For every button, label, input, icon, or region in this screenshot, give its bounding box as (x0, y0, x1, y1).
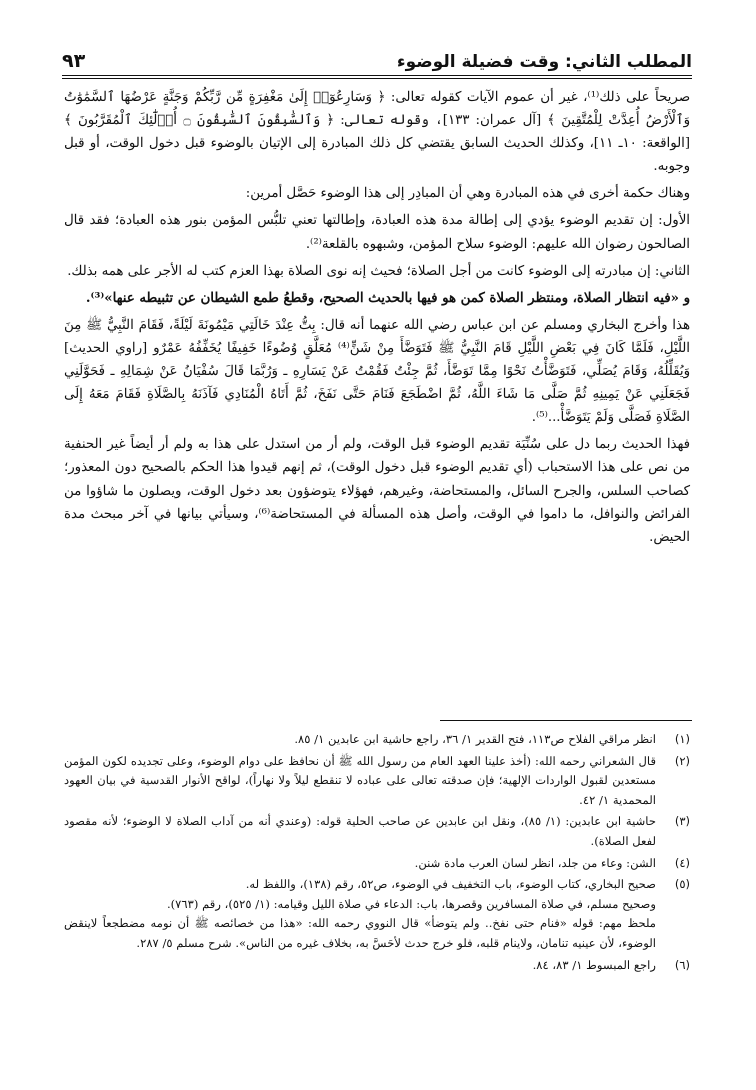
footnote-text: الشن: وعاء من جلد، انظر لسان العرب مادة شنن. (414, 855, 656, 870)
footnote-number: (٣) (674, 814, 690, 829)
footnote (64, 875, 690, 953)
footnote (64, 854, 690, 874)
footnote-number: (٤) (674, 855, 690, 870)
paragraph: صريحاً على ذلك⁽¹⁾، غير أن عموم الآيات كقوله تعالى: ﴿ وَسَارِعُوٓا۟ إِلَىٰ مَغْفِرَةٍ مِّن رَّبِّكُمْ وَجَنَّةٍ عَرْضُهَا ٱلسَّمَٰوَٰتُ وَٱلْأَرْضُ أُعِدَّتْ لِلْمُتَّقِينَ ﴾ [آل عمران: ١٣٣]، وقوله تعالى: ﴿ وَٱلسَّٰبِقُونَ ٱلسَّٰبِقُونَ ۝ أُو۟لَٰٓئِكَ ٱلْمُقَرَّبُونَ ﴾ [الواقعة: ١٠ـ ١١]، وكذلك الحديث السابق يقتضي كل ذلك المبادرة إلى الإتيان بالوضوء قبل دخول الوقت، أو قبل وجوبه. (64, 90, 691, 175)
footnote-divider (440, 720, 692, 721)
footnote-text: وصحيح مسلم، في صلاة المسافرين وقصرها، باب: الدعاء في صلاة الليل وقيامه: (١/ ٥٢٥)، رقم (٧٦٣). (166, 896, 656, 911)
paragraph: الأول: إن تقديم الوضوء يؤدي إلى إطالة مدة هذه العبادة، وإطالتها تعني تلبُّس المؤمن بنور هذه العبادة؛ فقد قال الصالحون رضوان الله عليهم: الوضوء سلاح المؤمن، وشبهوه بالقلعة⁽²⁾. (64, 213, 690, 252)
footnote-text: قال الشعراني رحمه الله: (أخذ علينا العهد العام من رسول الله ﷺ أن نحافظ على دوام الوضوء، وعلى تجديده لكون المؤمن مستعدين لقبول الواردات الإلهية؛ فإن صدقته تعالى على عباده لا تنقطع ليلاً ولا نهاراً)، لواقح الأنوار القدسية في بيان العهود المحمدية ١/ ٤٢. (64, 753, 656, 807)
footnote-text: راجع المبسوط ١/ ٨٣، ٨٤. (532, 957, 656, 972)
footnote-text: حاشية ابن عابدين: (١/ ٨٥)، ونقل ابن عابدين عن صاحب الحلية قوله: (وعندي أنه من آداب الصلاة لا الوضوء؛ لأنه مقصود لفعل الصلاة). (64, 814, 657, 848)
paragraph: الثاني: إن مبادرته إلى الوضوء كانت من أجل الصلاة؛ فحيث إنه نوى الصلاة بهذا العزم كتب له الأجر على همه بذلك. (67, 263, 690, 279)
section-title: المطلب الثاني: وقت فضيلة الوضوء (396, 52, 692, 72)
header-rule-thin (62, 78, 692, 79)
footnotes (64, 730, 690, 977)
quoted-paragraph: و «فيه انتظار الصلاة، ومنتظر الصلاة كمن هو فيها بالحديث الصحيح، وقطعُ طمع الشيطان عن تثبيطه عنها»⁽³⁾. (85, 290, 690, 306)
footnote (64, 956, 690, 976)
page-number: ٩٣ (62, 50, 86, 72)
footnote-text: ملحظ مهم: قوله «فنام حتى نفخ.. ولم يتوضأ» قال النووي رحمه الله: «هذا من خصائصه ﷺ أن نومه مضطجعاً لاينقض الوضوء، لأن عينيه تنامان، ولاينام قلبه، فلو خرج حدث لأحَسَّ به، بخلاف غيره من الناس». شرح مسلم ٥/ ٢٨٧. (64, 916, 656, 950)
footnote-number: (١) (674, 732, 690, 746)
hadith-paragraph: هذا وأخرج البخاري ومسلم عن ابن عباس رضي الله عنهما أنه قال: بِتُّ عِنْدَ خَالَتِي مَيْمُونَةَ لَيْلَةً، فَقَامَ النَّبِيُّ ﷺ مِنَ اللَّيْلِ، فَلَمَّا كَانَ فِي بَعْضِ اللَّيْلِ قَامَ النَّبِيُّ ﷺ فَتَوَضَّأَ مِنْ شَنٍّ⁽⁴⁾ مُعَلَّقٍ وُضُوءًا خَفِيفًا يُخَفِّفُهُ عَمْرٌو [راوي الحديث] وَيُقَلِّلُهُ، وَقَامَ يُصَلِّي، فَتَوَضَّأْتُ نَحْوًا مِمَّا تَوَضَّأَ، ثُمَّ جِئْتُ فَقُمْتُ عَنْ يَسَارِهِ ـ وَرُبَّمَا قَالَ سُفْيَانُ عَنْ شِمَالِهِ ـ فَحَوَّلَنِي فَجَعَلَنِي عَنْ يَمِينِهِ ثُمَّ صَلَّى مَا شَاءَ اللَّهُ، ثُمَّ اضْطَجَعَ فَنَامَ حَتَّى نَفَخَ، ثُمَّ أَتَاهُ الْمُنَادِي فَآذَنَهُ بِالصَّلَاةِ فَقَامَ مَعَهُ إِلَى الصَّلَاةِ فَصَلَّى وَلَمْ يَتَوَضَّأْ...⁽⁵⁾. (64, 317, 690, 426)
footnote (64, 812, 690, 851)
main-text (64, 86, 690, 553)
footnote-text: انظر مراقي الفلاح ص١١٣، فتح القدير ١/ ٣٦، راجع حاشية ابن عابدين ١/ ٨٥. (294, 732, 656, 746)
paragraph: فهذا الحديث ربما دل على سُنِّيَة تقديم الوضوء قبل الوقت، ولم أر من استدل على هذا به ولم أر أيضاً غير الحنفية من نص على هذا الاستحباب (أي تقديم الوضوء قبل دخول الوقت)، ثم إنهم قيدوا هذا الحكم بالصحيح دون المعذور؛ كصاحب السلس، والجرح السائل، والمستحاضة، وغيرهم، فهؤلاء يتوضؤون بعد دخول الوقت، ويصلون ما شاؤوا من الفرائض والنوافل، ما داموا في الوقت، وأصل هذه المسألة في المستحاضة⁽⁶⁾، وسيأتي بيانها في آخر مبحث مدة الحيض. (64, 437, 691, 545)
footnote-text: صحيح البخاري، كتاب الوضوء، باب التخفيف في الوضوء، ص٥٢، رقم (١٣٨)، واللفظ له. (245, 877, 656, 892)
footnote (64, 752, 690, 811)
running-header (62, 44, 692, 72)
footnote-number: (٦) (674, 957, 690, 972)
paragraph: وهناك حكمة أخرى في هذه المبادرة وهي أن المبادِر إلى هذا الوضوء حَصَّل أمرين: (245, 186, 690, 202)
footnote (64, 730, 690, 750)
footnote-number: (٥) (674, 877, 690, 892)
header-rule (62, 75, 692, 76)
footnote-number: (٢) (674, 753, 690, 768)
